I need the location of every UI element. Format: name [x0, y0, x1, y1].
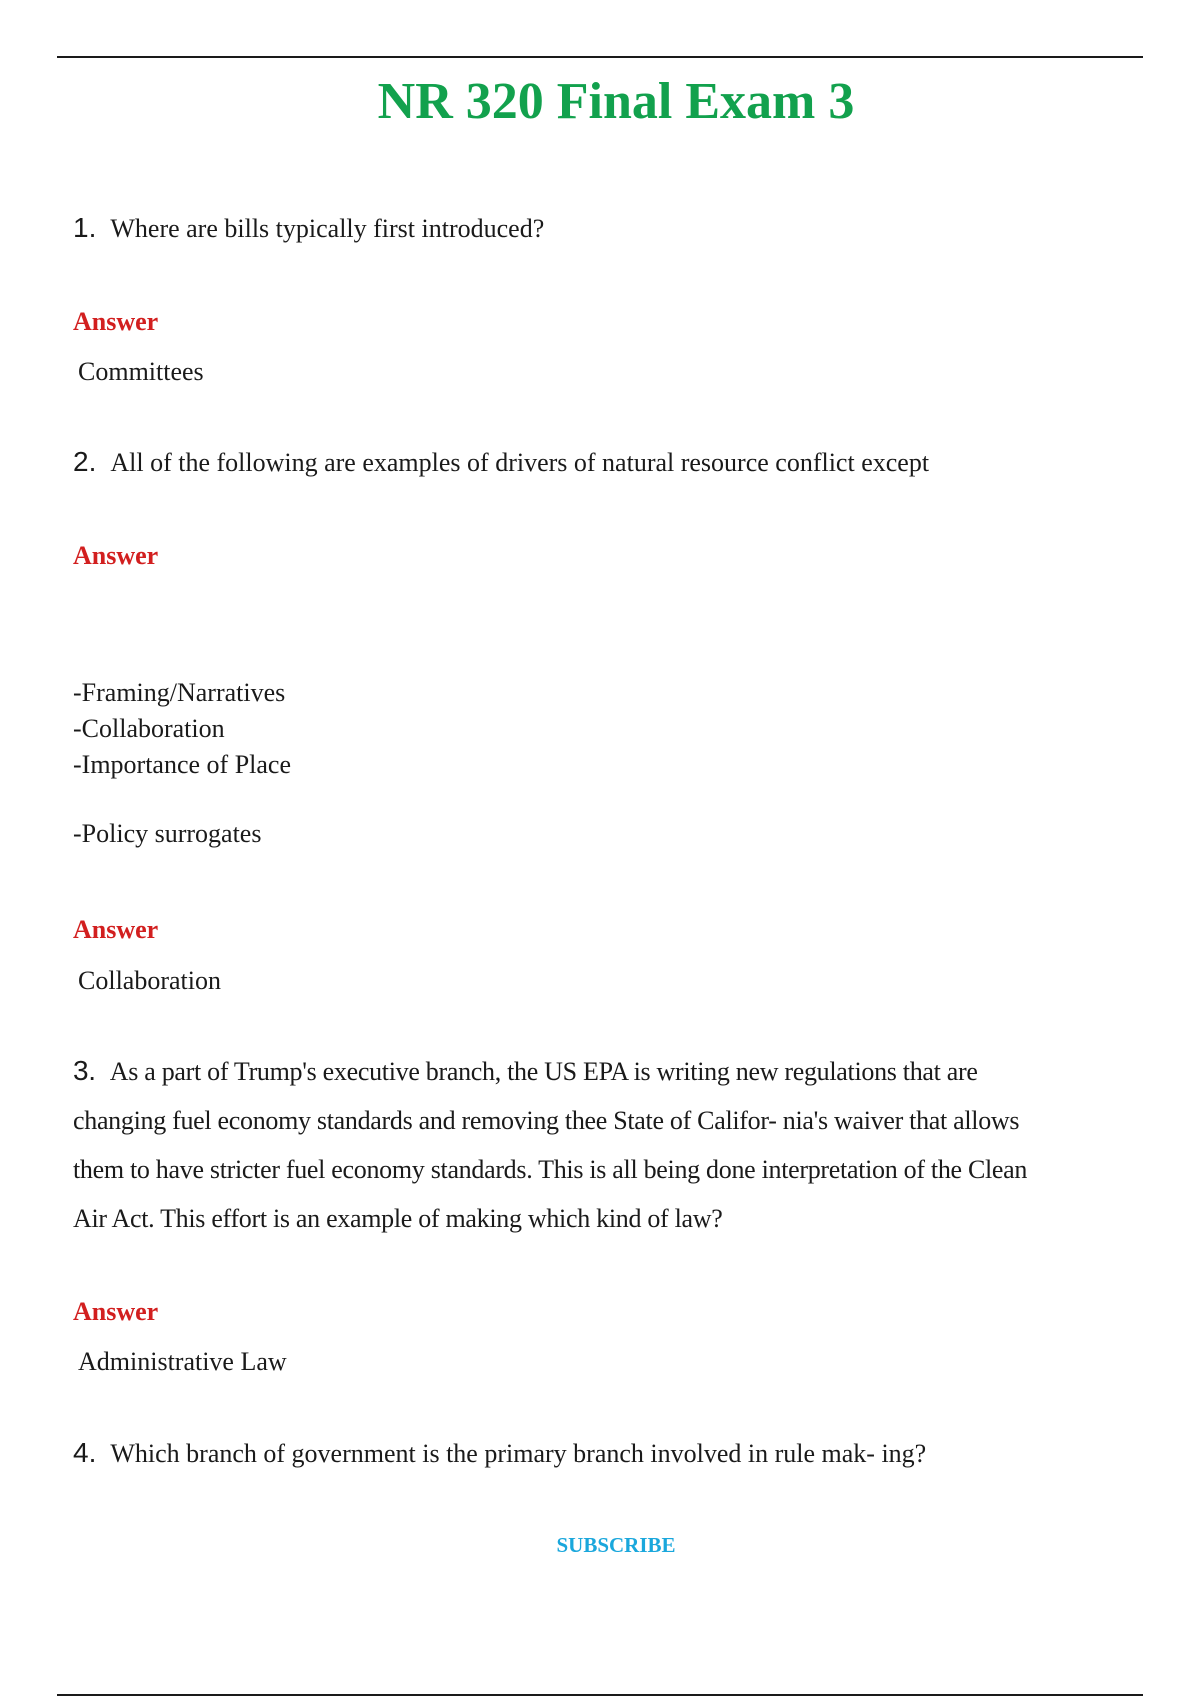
answer-label: Answer	[73, 915, 159, 944]
question-2	[73, 437, 929, 487]
question-4	[73, 1428, 926, 1478]
bottom-rule	[57, 1694, 1143, 1696]
answer-text: Committees	[78, 357, 204, 386]
question-text-line: As a part of Trump's executive branch, the US EPA is writing new regulations that are	[109, 1057, 978, 1086]
question-number: 3.	[73, 1055, 96, 1086]
subscribe-link[interactable]: SUBSCRIBE	[556, 1533, 676, 1557]
question-number: 1.	[73, 212, 97, 243]
question-number: 4.	[73, 1437, 97, 1468]
question-text: Where are bills typically first introduced?	[110, 214, 545, 243]
question-3	[73, 1046, 1133, 1243]
option-item: -Collaboration	[73, 714, 225, 743]
answer-label: Answer	[73, 307, 159, 336]
question-text-line: Air Act. This effort is an example of making which kind of law?	[73, 1204, 723, 1233]
option-item: -Policy surrogates	[73, 819, 262, 848]
question-text: All of the following are examples of drivers of natural resource conflict except	[110, 448, 930, 477]
question-text: Which branch of government is the primary branch involved in rule mak- ing?	[110, 1439, 927, 1468]
answer-text: Administrative Law	[78, 1347, 287, 1376]
question-1	[73, 203, 544, 253]
option-item: -Importance of Place	[73, 750, 292, 779]
document-title: NR 320 Final Exam 3	[377, 73, 855, 130]
question-text-line: them to have stricter fuel economy standards. This is all being done interpretation of the Clean	[73, 1155, 1028, 1184]
option-item: -Framing/Narratives	[73, 678, 286, 707]
answer-text: Collaboration	[78, 966, 221, 995]
answer-label: Answer	[73, 541, 159, 570]
question-text-line: changing fuel economy standards and removing thee State of Califor- nia's waiver that allows	[73, 1106, 1020, 1135]
question-number: 2.	[73, 446, 97, 477]
answer-label: Answer	[73, 1297, 159, 1326]
top-rule	[57, 56, 1143, 58]
